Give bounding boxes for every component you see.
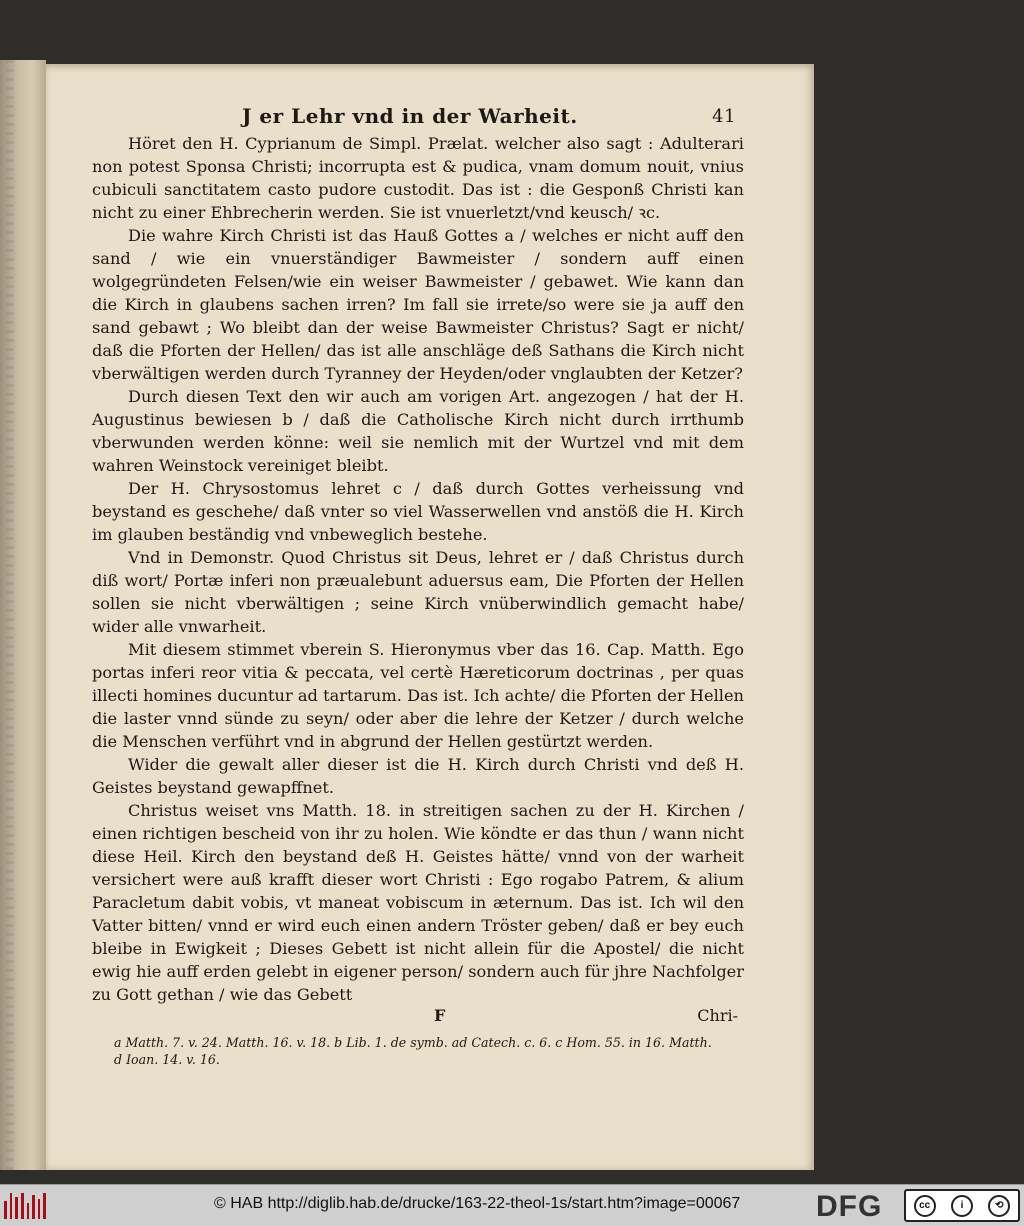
footnotes: [92, 1034, 744, 1068]
sa-icon: ⟲: [988, 1195, 1010, 1217]
hab-logo-icon: [4, 1193, 46, 1219]
paragraph: Wider die gewalt aller dieser ist die H. Kirch durch Christi vnd deß H. Geistes beystand gewapffnet.: [92, 755, 744, 797]
footnote-line: d Ioan. 14. v. 16.: [114, 1052, 220, 1067]
paragraph: Die wahre Kirch Christi ist das Hauß Gottes a / welches er nicht auff den sand / wie ein vnuerständiger Bawmeister / sondern auff einen wolgegründeten Felsen/wie ein weiser Bawmeister / gebawet. Wie kann dan die Kirch in glaubens sachen irren? Im fall sie irrete/so were sie ja auff den sand gebawt ; Wo bleibt dan der weise Bawmeister Christus? Sagt er nicht/ daß die Pforten der Hellen/ das ist alle anschläge deß Sathans die Kirch nicht vberwältigen werden durch Tyranney der Heyden/oder vnglaubten der Ketzer?: [92, 226, 744, 383]
signature-row: [92, 1006, 744, 1028]
page-content: [92, 102, 744, 1068]
dfg-logo: DFG: [816, 1190, 883, 1223]
by-icon: i: [951, 1195, 973, 1217]
source-credit-link[interactable]: © HAB http://diglib.hab.de/drucke/163-22-theol-1s/start.htm?image=00067: [214, 1195, 741, 1212]
paragraph: Vnd in Demonstr. Quod Christus sit Deus, lehret er / daß Christus durch diß wort/ Portæ inferi non præualebunt aduersus eam, Die Pforten der Hellen sollen sie nicht vberwältigen ; seine Kirch vnüberwindlich gemacht habe/ wider alle vnwarheit.: [92, 548, 744, 636]
body-text: [92, 132, 744, 1006]
page-number: 41: [712, 106, 736, 127]
book-page: [46, 64, 814, 1170]
paragraph: Christus weiset vns Matth. 18. in streitigen sachen zu der H. Kirchen / einen richtigen bescheid von ihr zu holen. Wie köndte er das thun / wann nicht diese Heil. Kirch den beystand deß H. Geistes hätte/ vnnd von der warheit versichert were auß krafft dieser wort Christi : Ego rogabo Patrem, & alium Paracletum dabit vobis, vt maneat vobiscum in æternum. Das ist. Ich wil den Vatter bitten/ vnnd er wird euch einen andern Tröster geben/ daß er bey euch bleibe in Ewigkeit ; Dieses Gebett ist nicht allein für die Apostel/ die nicht ewig hie auff erden gelebt in eigener person/ sondern auch für jhre Nachfolger zu Gott gethan / wie das Gebett: [92, 801, 744, 1004]
adjacent-page-edge: [0, 60, 46, 1170]
binding-strip: [6, 60, 14, 1170]
catchword: Chri-: [697, 1006, 738, 1025]
viewer-footer: [0, 1184, 1024, 1226]
running-head-title: J er Lehr vnd in der Warheit.: [242, 104, 578, 128]
paragraph: Durch diesen Text den wir auch am vorigen Art. angezogen / hat der H. Augustinus bewiesen b / daß die Catholische Kirch nicht durch irrthumb vberwunden werden könne: weil sie nemlich mit der Wurtzel vnd mit dem wahren Weinstock vereiniget bleibt.: [92, 387, 744, 475]
signature-mark: F: [434, 1006, 446, 1025]
paragraph: Höret den H. Cyprianum de Simpl. Prælat. welcher also sagt : Adulterari non potest Sponsa Christi; incorrupta est & pudica, vnam domum nouit, vnius cubiculi sanctitatem casto pudore custodit. Das ist : die Gesponß Christi kan nicht zu einer Ehbrecherin werden. Sie ist vnuerletzt/vnd keusch/ ꝛc.: [92, 134, 744, 222]
paragraph: Der H. Chrysostomus lehret c / daß durch Gottes verheissung vnd beystand es geschehe/ daß vnter so viel Wasserwellen vnd anstöß die H. Kirch im glauben beständig vnd vnbeweglich bestehe.: [92, 479, 744, 544]
running-head: [92, 102, 744, 132]
paragraph: Mit diesem stimmet vberein S. Hieronymus vber das 16. Cap. Matth. Ego portas inferi reor vitia & peccata, vel certè Hæreticorum doctrinas , per quas illecti homines ducuntur ad tartarum. Das ist. Ich achte/ die Pforten der Hellen die laster vnnd sünde zu seyn/ oder aber die lehre der Ketzer / durch welche die Menschen verführt vnd in abgrund der Hellen gestürtzt werden.: [92, 640, 744, 751]
footnote-line: a Matth. 7. v. 24. Matth. 16. v. 18. b Lib. 1. de symb. ad Catech. c. 6. c Hom. 55. in 16. Matth.: [114, 1035, 712, 1050]
cc-license-badge[interactable]: [904, 1189, 1020, 1222]
cc-icon: cc: [914, 1195, 936, 1217]
